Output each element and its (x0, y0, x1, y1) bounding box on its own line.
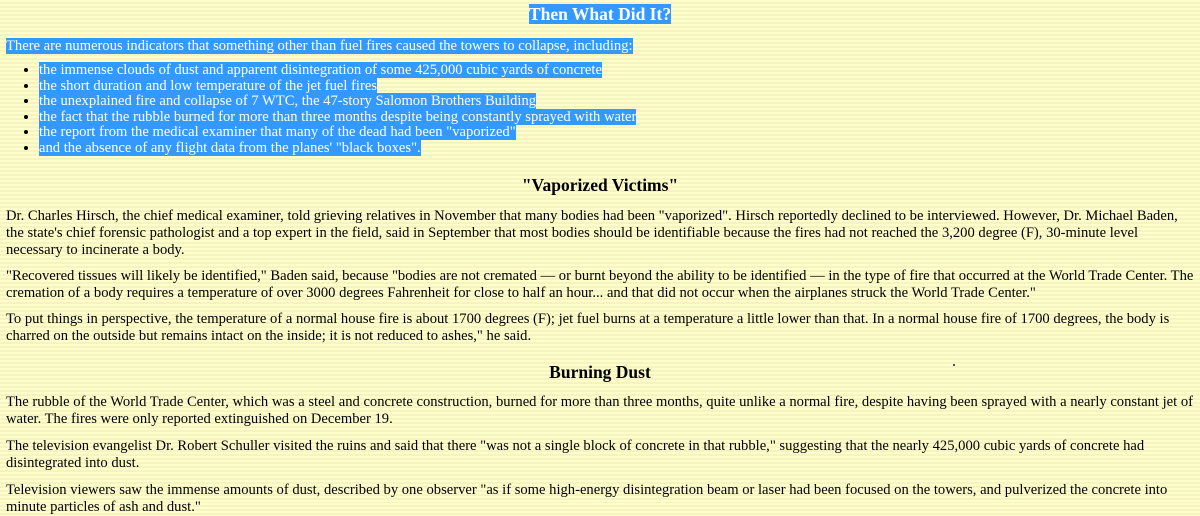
paragraph: Dr. Charles Hirsch, the chief medical examiner, told grieving relatives in November that many bodies had been "vaporized". Hirsch reportedly declined to be interviewed. However, Dr. Michael Baden, the state's chief forensic pathologist and a top expert in the field, said in September that most bodies should be identifiable because the fires had not reached the 3,200 degree (F), 30-minute level necessary to incinerate a body. (6, 207, 1178, 258)
list-item (39, 125, 1194, 141)
page-title (6, 0, 1194, 27)
list-item-text[interactable]: the immense clouds of dust and apparent disintegration of some 425,000 cubic yards of concrete (39, 62, 602, 78)
list-item (39, 79, 1194, 95)
section-heading-burning-dust: Burning Dust (549, 361, 651, 382)
list-item-text[interactable]: the short duration and low temperature of the jet fuel fires (39, 77, 377, 94)
indicator-list (6, 63, 1194, 157)
list-item-text[interactable]: and the absence of any flight data from the planes' "black boxes". (39, 139, 421, 156)
paragraph: Television viewers saw the immense amounts of dust, described by one observer "as if some high-energy disintegration beam or laser had been focused on the towers, and pulverized the concrete into minute particles of ash and dust." (6, 481, 1168, 515)
section-heading-vaporized-victims: "Vaporized Victims" (521, 174, 679, 195)
intro-text[interactable]: There are numerous indicators that something other than fuel fires caused the towers to collapse, including: (6, 38, 633, 54)
list-item (39, 94, 1194, 110)
paragraph: The rubble of the World Trade Center, which was a steel and concrete construction, burned for more than three months, quite unlike a normal fire, despite having been sprayed with a nearly constant jet of water. The fires were only reported extinguished on December 19. (6, 393, 1193, 427)
list-item-text[interactable]: the fact that the rubble burned for more than three months despite being constantly sprayed with water (39, 108, 637, 125)
list-item-text[interactable]: the unexplained fire and collapse of 7 WTC, the 47-story Salomon Brothers Building (39, 93, 537, 110)
list-item (39, 63, 1194, 79)
paragraph: "Recovered tissues will likely be identified," Baden said, because "bodies are not cremated — or burnt beyond the ability to be identified — in the type of fire that occurred at the World Trade Center. The cremation of a body requires a temperature of over 3000 degrees Fahrenheit for close to half an hour... and that did not occur when the airplanes struck the World Trade Center." (6, 267, 1194, 301)
paragraph: The television evangelist Dr. Robert Schuller visited the ruins and said that there "was not a single block of concrete in that rubble," suggesting that the nearly 425,000 cubic yards of concrete had disintegrated into dust. (6, 437, 1145, 471)
list-item (39, 141, 1194, 157)
stray-dot (953, 364, 955, 366)
list-item-text[interactable]: the report from the medical examiner that many of the dead had been "vaporized" (39, 124, 516, 141)
intro-paragraph (6, 38, 1194, 55)
list-item (39, 110, 1194, 126)
paragraph: To put things in perspective, the temperature of a normal house fire is about 1700 degrees (F); jet fuel burns at a temperature a little lower than that. In a normal house fire of 1700 degrees, the body is charred on the outside but remains intact on the inside; it is not reduced to ashes," he said. (6, 310, 1170, 344)
page-title-text[interactable]: Then What Did It? (528, 4, 672, 24)
